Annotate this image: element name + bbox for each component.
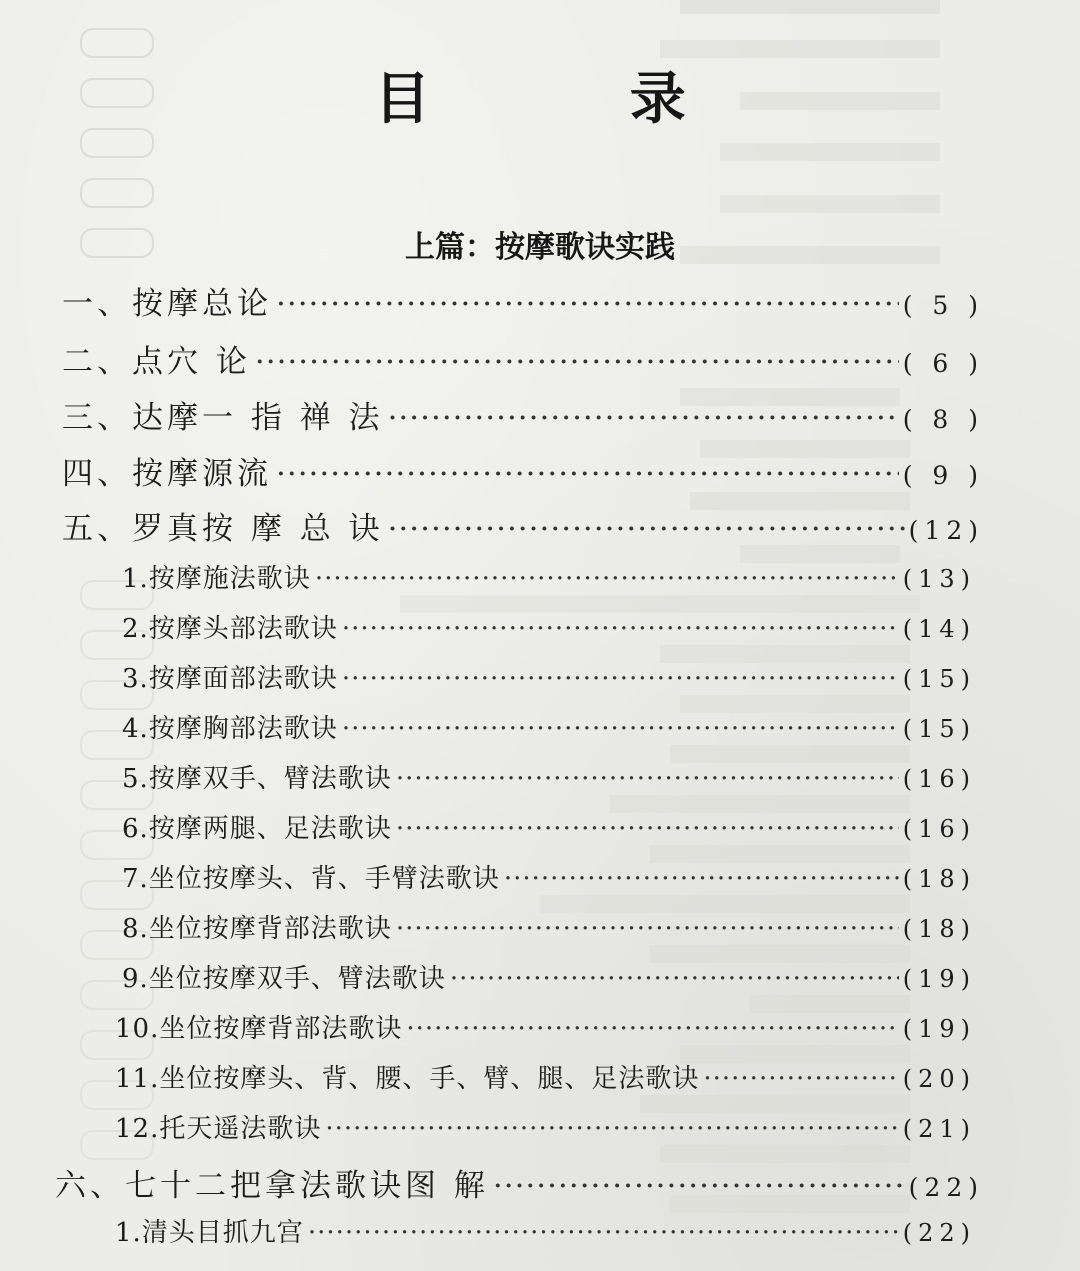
toc-entry-page: (16) <box>902 815 976 843</box>
dot-leader <box>396 814 899 844</box>
toc-entry-label: 2.按摩头部法歌诀 <box>122 614 338 644</box>
toc-entry <box>122 608 976 645</box>
toc-entry-page: (12) <box>908 516 984 545</box>
toc-entry-page: (13) <box>902 565 976 593</box>
toc-entry-label: 12.托天遥法歌诀 <box>115 1114 322 1144</box>
toc-entry <box>122 758 976 795</box>
dot-leader <box>325 1114 898 1144</box>
toc-entry <box>122 708 976 745</box>
toc-entry-page: (22) <box>902 1219 976 1247</box>
toc-entry-page: (19) <box>902 1015 976 1043</box>
toc-entry-label: 3.按摩面部法歌诀 <box>122 664 338 694</box>
toc-entry <box>62 448 984 493</box>
toc-entry-label: 7.坐位按摩头、背、手臂法歌诀 <box>122 864 500 894</box>
dot-leader <box>406 1014 898 1044</box>
toc-entry <box>122 658 976 695</box>
toc-entry <box>115 1058 976 1095</box>
dot-leader <box>276 286 899 322</box>
dot-leader <box>308 1218 899 1248</box>
toc-entry-label: 1.按摩施法歌诀 <box>122 564 311 594</box>
dot-leader <box>342 664 899 694</box>
dot-leader <box>388 511 905 547</box>
page-title: 目 录 <box>374 66 776 132</box>
toc-entry-label: 4.按摩胸部法歌诀 <box>122 714 338 744</box>
toc-entry-label: 四、按摩源流 <box>62 456 272 492</box>
dot-leader <box>276 456 899 492</box>
dot-leader <box>493 1168 905 1204</box>
toc-entry <box>62 336 984 381</box>
toc-entry-label: 六、七十二把拿法歌诀图 解 <box>55 1168 489 1204</box>
toc-entry <box>115 1008 976 1045</box>
toc-entry <box>62 278 984 323</box>
toc-entry-page: (21) <box>902 1115 976 1143</box>
dot-leader <box>255 344 899 380</box>
toc-entry-label: 9.坐位按摩双手、臂法歌诀 <box>122 964 446 994</box>
toc-entry-label: 三、达摩一 指 禅 法 <box>62 400 384 436</box>
toc-entry-label: 1.清头目抓九宫 <box>115 1218 304 1248</box>
toc-entry-page: (19) <box>902 965 976 993</box>
dot-leader <box>450 964 899 994</box>
toc-entry <box>62 392 984 437</box>
toc-entry <box>115 1108 976 1145</box>
dot-leader <box>315 564 899 594</box>
toc-entry <box>62 503 984 548</box>
toc-entry <box>122 808 976 845</box>
toc-entry <box>115 1212 976 1249</box>
toc-entry-page: (15) <box>902 665 976 693</box>
toc-entry-label: 二、点穴 论 <box>62 344 251 380</box>
toc-entry <box>122 908 976 945</box>
toc-entry-page: (18) <box>902 865 976 893</box>
toc-entry-page: (16) <box>902 765 976 793</box>
dot-leader <box>396 914 899 944</box>
section-heading: 上篇：按摩歌诀实践 <box>405 230 675 265</box>
toc-entry-page: (22) <box>908 1173 984 1202</box>
toc-entry-label: 5.按摩双手、臂法歌诀 <box>122 764 392 794</box>
toc-entry-page: (14) <box>902 615 976 643</box>
dot-leader <box>504 864 899 894</box>
toc-entry-label: 一、按摩总论 <box>62 286 272 322</box>
toc-entry-label: 8.坐位按摩背部法歌诀 <box>122 914 392 944</box>
toc-entry-page: ( 8 ) <box>902 405 984 434</box>
toc-entry-label: 五、罗真按 摩 总 诀 <box>62 511 384 547</box>
toc-entry <box>122 958 976 995</box>
toc-entry <box>55 1160 984 1205</box>
toc-entry-page: ( 9 ) <box>902 461 984 490</box>
dot-leader <box>342 614 899 644</box>
toc-entry-page: (18) <box>902 915 976 943</box>
toc-entry-label: 10.坐位按摩背部法歌诀 <box>115 1014 403 1044</box>
toc-entry-label: 11.坐位按摩头、背、腰、手、臂、腿、足法歌诀 <box>115 1064 700 1094</box>
dot-leader <box>396 764 899 794</box>
dot-leader <box>342 714 899 744</box>
toc-entry-label: 6.按摩两腿、足法歌诀 <box>122 814 392 844</box>
toc-entry <box>122 858 976 895</box>
toc-entry-page: (20) <box>902 1065 976 1093</box>
toc-entry-page: ( 5 ) <box>902 291 984 320</box>
toc-entry <box>122 558 976 595</box>
toc-entry-page: ( 6 ) <box>902 349 984 378</box>
dot-leader <box>703 1064 898 1094</box>
toc-entry-page: (15) <box>902 715 976 743</box>
dot-leader <box>388 400 899 436</box>
